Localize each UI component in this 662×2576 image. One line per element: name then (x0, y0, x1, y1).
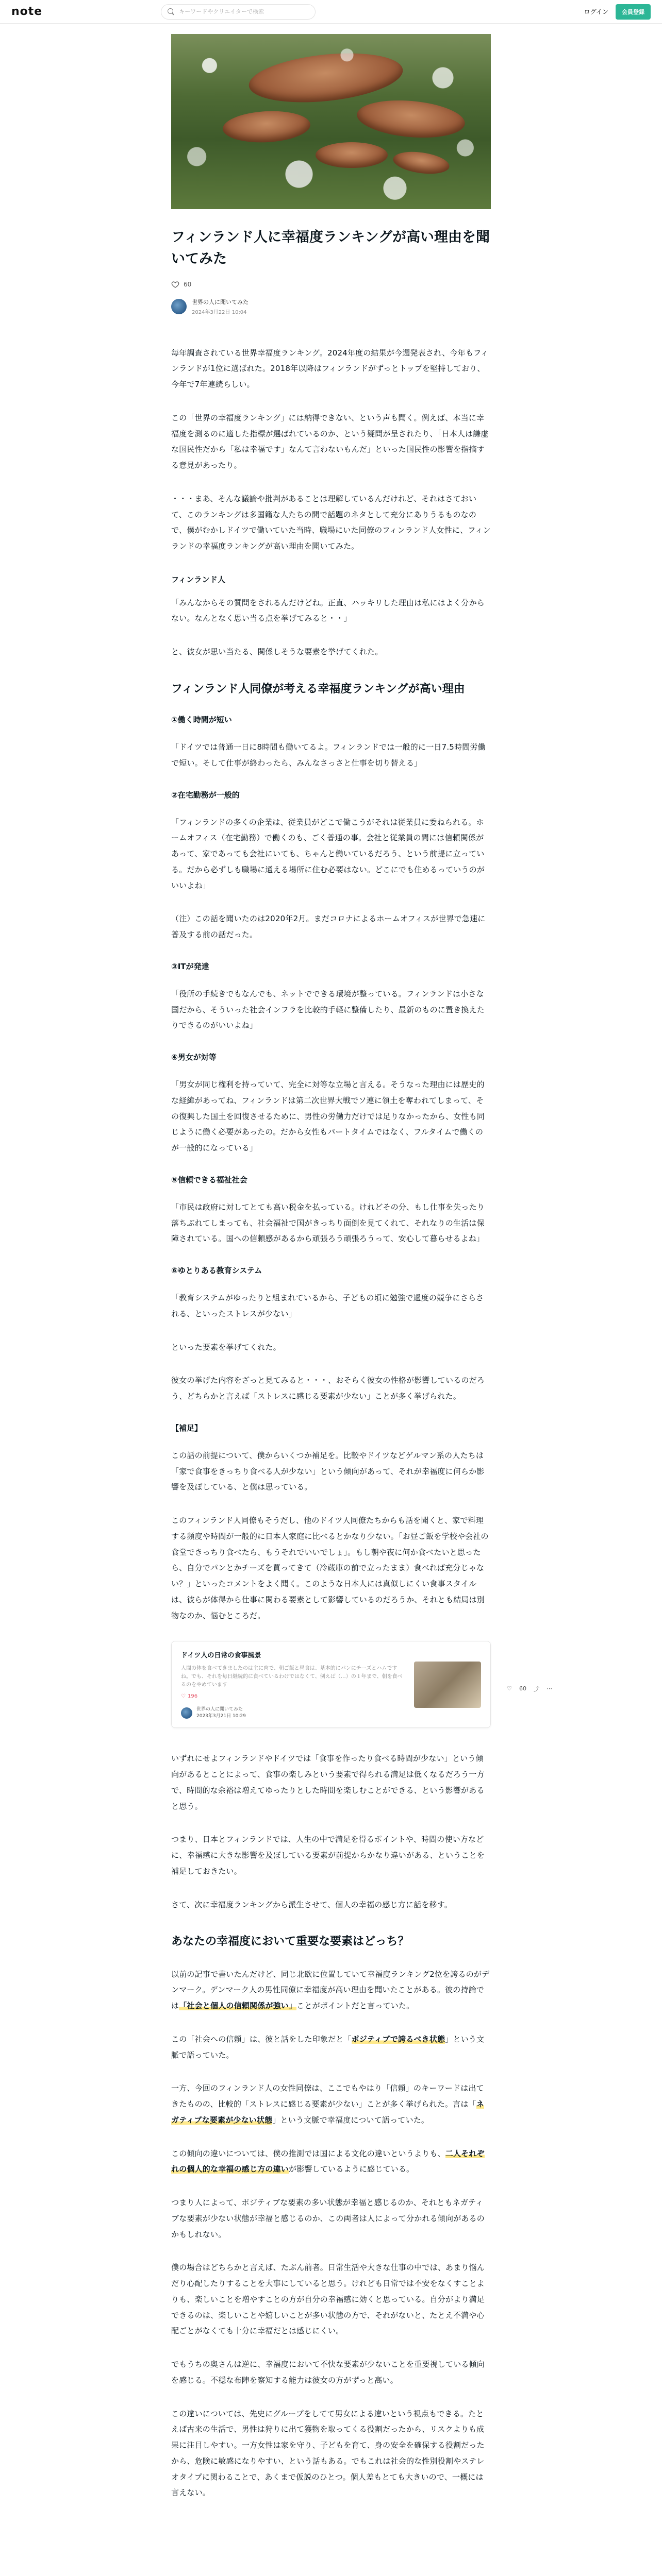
embed-excerpt: 人間の体を食べてきましたのは主に肉で、朝ご飯と昼食は、基本的にパンにチーズとハムですね。でも、それを毎日継続的に食べているわけではなくて、例えば（…）の１年まで、朝を食べるのをやめています (181, 1666, 403, 1688)
text: 」という文脈で幸福度について語っていた。 (272, 2115, 429, 2125)
avatar[interactable] (171, 299, 187, 314)
heart-icon[interactable]: ♡ (507, 1685, 512, 1692)
author-row (171, 298, 491, 315)
text: この「社会への信頼」は、彼と話をした印象だと「 (171, 2034, 352, 2044)
text: この傾向の違いについては、僕の推測では国による文化の違いというよりも、 (171, 2148, 445, 2158)
emphasis: ネガティブな要素が少ない状態 (171, 2099, 484, 2125)
subsection-heading: ⑥ゆとりある教育システム (171, 1266, 262, 1276)
embed-card[interactable] (171, 1641, 552, 1728)
section-heading: フィンランド人同僚が考える幸福度ランキングが高い理由 (171, 682, 465, 696)
text: が影響しているように感じている。 (289, 2164, 415, 2174)
paragraph: さて、次に幸福度ランキングから派生させて、個人の幸福の感じ方に話を移す。 (171, 1900, 452, 1909)
header-actions (584, 4, 651, 20)
text: ことがポイントだと言っていた。 (296, 2001, 415, 2011)
embed-author-name: 世界の人に聞いてみた (196, 1707, 243, 1713)
author-name[interactable]: 世界の人に聞いてみた (192, 298, 249, 306)
section-heading: あなたの幸福度において重要な要素はどっち？ (171, 1935, 409, 1948)
paragraph: このフィンランド人同僚もそうだし、他のドイツ人同僚たちからも話を聞くと、家で料理する頻度や時間が一般的に日本人家庭に比べるとかなり少ない。「お昼ご飯を学校や会社の食堂できっちり食べたら、もうそれでいいでしょ」。もし朝や夜に何か食べたいと思ったら、自分でパンとかチーズを買ってきて（冷蔵庫の前で立ったまま）食べれば充分じゃない？」といったコメントをよく聞く。このような日本人には真似しにくい食事スタイルは、彼らが体得から仕事に関わる要素として影響しているのだろうか、それとも結局は別物なのか、悩むところだ。 (171, 1516, 489, 1620)
like-count: 60 (184, 280, 192, 288)
embed-likes (181, 1693, 407, 1699)
publish-date: 2024年3月22日 10:04 (192, 309, 247, 315)
paragraph: 「役所の手続きでもなんでも、ネットでできる環境が整っている。フィンランドは小さな国だから、そういった社会インフラを比較的手軽に整備したり、最新のものに置き換えたりできるのがいいよね」 (171, 989, 485, 1030)
search-icon (168, 8, 175, 15)
subsection-heading: ①働く時間が短い (171, 715, 232, 725)
avatar (181, 1707, 192, 1719)
subsection-heading: ③ITが発達 (171, 961, 209, 971)
subsection-heading: ⑤信頼できる福祉社会 (171, 1175, 247, 1184)
paragraph: ・・・まあ、そんな議論や批判があることは理解しているんだけれど、それはさておいて、このランキングは多国籍な人たちの間で話題のネタとして充分にありうるものなので、僕がむかしドイツで働いていた当時、職場にいた同僚のフィンランド人女性に、フィンランドの幸福度ランキングが高い理由を聞いてみた。 (171, 494, 491, 551)
paragraph: 彼女の挙げた内容をざっと見てみると・・・、おそらく彼女の性格が影響しているのだろう、どちらかと言えば「ストレスに感じる要素が少ない」ことが多く挙げられた。 (171, 1376, 485, 1401)
paragraph: と、彼女が思い当たる、関係しそうな要素を挙げてくれた。 (171, 647, 383, 657)
share-icon[interactable]: ⤴ (534, 1685, 539, 1692)
paragraph (171, 2080, 491, 2128)
embed-title[interactable]: ドイツ人の日常の食事風景 (181, 1652, 261, 1660)
signup-button[interactable]: 会員登録 (616, 4, 651, 20)
like-row (171, 280, 491, 289)
article (171, 0, 552, 2549)
paragraph: 「フィンランドの多くの企業は、従業員がどこで働こうがそれは従業員に委ねられる。ホームオフィス（在宅勤務）で働くのも、ごく普通の事。会社と従業員の間には信頼関係があって、家であっても会社にいても、ちゃんと働いているだろう、という前提に立っている。だから必ずしも職場に通える場所に住む必要はない。どこにでも住めるっていうのがいいよね」 (171, 817, 485, 890)
paragraph: この「世界の幸福度ランキング」には納得できない、という声も聞く。例えば、本当に幸福度を測るのに適した指標が選ばれているのか、という疑問が呈されたり、「日本人は謙虚な国民性だから「私は幸福です」なんて言わないもんだ」といった国民性の影響を指摘する意見があったり。 (171, 413, 489, 470)
paragraph (171, 1967, 491, 2014)
paragraph (171, 2146, 491, 2178)
login-link[interactable]: ログイン (584, 8, 608, 15)
paragraph: 「教育システムがゆったりと組まれているから、子どもの頃に勉強で過度の競争にさらされる、といったストレスが少ない」 (171, 1293, 484, 1318)
text: 以前の記事で書いたんだけど、同じ北欧に位置していて幸福度ランキング2位を誇るのがデンマーク。デンマーク人の男性同僚に幸福度が高い理由を聞いたことがある。彼の持論では (171, 1969, 490, 2011)
embed-author-meta (196, 1706, 246, 1719)
more-icon[interactable]: ⋯ (547, 1685, 552, 1692)
heart-icon[interactable] (171, 280, 179, 289)
paragraph: といった要素を挙げてくれた。 (171, 1342, 281, 1352)
search-box[interactable] (161, 4, 316, 20)
side-like-count: 60 (519, 1685, 526, 1692)
paragraph: 「市民は政府に対してとても高い税金を払っている。けれどその分、もし仕事を失ったり落ちぶれてしまっても、社会福祉で国がきっちり面倒を見てくれて、それなりの生活は保障されている。国への信頼感があるから頑張ろう頑張ろうって、安心して暮らせるよね」 (171, 1202, 485, 1244)
subsection-heading: ②在宅勤務が一般的 (171, 790, 240, 800)
subsection-heading: 【補足】 (171, 1423, 203, 1433)
note-logo[interactable]: note (11, 5, 43, 18)
embed-date: 2023年3月21日 10:29 (196, 1713, 246, 1719)
embed-like-count: 196 (187, 1693, 198, 1700)
embed-thumbnail (414, 1662, 481, 1708)
paragraph: この違いについては、先史にグループをしてて男女による違いという視点もできる。たとえば古来の生活で、男性は狩りに出て獲物を取ってくる役割だったから、リスクよりも成果に注目しやすい。一方女性は家を守り、子どもを育て、身の安全を確保する役割だったから、危険に敏感になりやすい、という話もある。でもこれは社会的な性別役割やステレオタイプに関わることで、あくまで仮説のひとつ。個人差もとても大きいので、一概には言えない。 (171, 2409, 485, 2498)
paragraph: （注）この話を聞いたのは2020年2月。まだコロナによるホームオフィスが世界で急速に普及する前の話だった。 (171, 914, 486, 940)
top-header (0, 0, 662, 24)
paragraph: 僕の場合はどちらかと言えば、たぶん前者。日常生活や大きな仕事の中では、あまり悩んだり心配したりすることを大事にしていると思う。けれども日常では不安をなくすことよりも、楽しいことを増やすことの方が自分の幸福感に効くと思っている。自分がより満足できるのは、楽しいことや嬉しいことが多い状態の方で、それがないと、たとえ不満や心配ごとがなくても十分に幸福だとは感じにくい。 (171, 2263, 485, 2336)
paragraph: この話の前提について、僕からいくつか補足を。比較やドイツなどゲルマン系の人たちは「家で食事をきっちり食べる人が少ない」という傾向があって、それが幸福度に何らか影響を及ぼしている、と僕は思っている。 (171, 1450, 485, 1492)
paragraph: いずれにせよフィンランドやドイツでは「食事を作ったり食べる時間が少ない」という傾向があるとことによって、食事の楽しみという要素で得られる満足は低くなるだろう一方で、時間的な余裕は増えてゆったりとした時間を楽しむことができる、という影響があると思う。 (171, 1754, 485, 1811)
paragraph (171, 2031, 491, 2063)
snow-overlay (171, 34, 491, 209)
paragraph: 毎年調査されている世界幸福度ランキング。2024年度の結果が今週発表され、今年もフィンランドが1位に選ばれた。2018年以降はフィンランドがずっとトップを堅持しており、今年で7年連続らしい。 (171, 348, 489, 389)
hero-image (171, 34, 491, 209)
paragraph: つまり、日本とフィンランドでは、人生の中で満足を得るポイントや、時間の使い方などに、幸福感に大きな影響を及ぼしている要素が前提からかなり違いがある、ということを補足しておきたい。 (171, 1835, 485, 1876)
embed-author (181, 1706, 407, 1719)
text: 一方、今回のフィンランド人の女性同僚は、ここでもやはり「信頼」のキーワードは出てきたものの、比較的「ストレスに感じる要素が少ない」ことが多く挙げられた。言は「 (171, 2083, 484, 2109)
author-meta (192, 298, 249, 315)
speaker-label (171, 572, 491, 588)
search-input[interactable] (179, 8, 308, 15)
article-title: フィンランド人に幸福度ランキングが高い理由を聞いてみた (171, 229, 490, 267)
paragraph: つまり人によって、ポジティブな要素の多い状態が幸福と感じるのか、それともネガティブな要素が少ない状態が幸福と感じるのか、この両者は人によって分かれる傾向があるのかもしれない。 (171, 2198, 485, 2239)
side-actions (507, 1685, 552, 1693)
emphasis: 二人それぞれの個人的な幸福の感じ方の違い (171, 2148, 485, 2174)
paragraph: 「男女が同じ権利を持っていて、完全に対等な立場と言える。そうなった理由には歴史的な経緯があってね、フィンランドは第二次世界大戦でソ連に領土を奪われてしまって、その復興した国土を回復させるために、男性の労働力だけでは足りなかったから、女性も同じように働く必要があったの。だから女性もパートタイムではなく、フルタイムで働くのが一般的になっている」 (171, 1080, 485, 1153)
paragraph: 「みんなからその質問をされるんだけどね。正直、ハッキリした理由は私にはよく分からない。なんとなく思い当る点を挙げてみると・・」 (171, 598, 485, 623)
speaker-name: フィンランド人 (171, 574, 226, 584)
text: 」という文脈で語っていた。 (171, 2034, 485, 2060)
subsection-heading: ④男女が対等 (171, 1053, 217, 1062)
paragraph: でもうちの奥さんは逆に、幸福度において不快な要素が少ないことを重要視している傾向を感じる。不穏な布陣を察知する能力は彼女の方がずっと高い。 (171, 2360, 485, 2385)
embed-main (181, 1650, 407, 1719)
heart-icon: ♡ (181, 1693, 186, 1700)
paragraph: 「ドイツでは普通一日に8時間も働いてるよ。フィンランドでは一般的に一日7.5時間労働で短い。そして仕事が終わったら、みんなさっさと仕事を切り替える」 (171, 742, 486, 768)
emphasis: 「社会と個人の信頼関係が強い」 (179, 2001, 297, 2011)
article-body (171, 345, 552, 2501)
emphasis: ポジティブで誇るべき状態 (351, 2034, 445, 2044)
